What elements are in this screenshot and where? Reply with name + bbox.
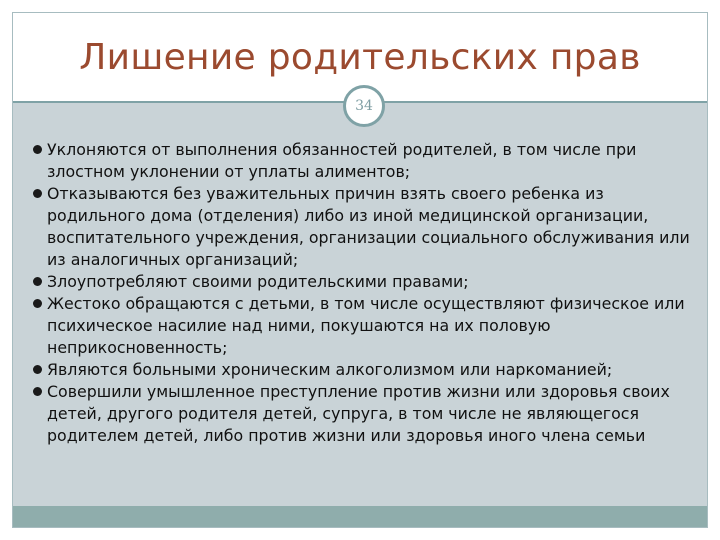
slide-title: Лишение родительских прав: [79, 37, 641, 78]
content-area: [13, 103, 707, 506]
bullet-text: Уклоняются от выполнения обязанностей родителей, в том числе при злостном уклонении от уплаты алиментов;: [47, 140, 637, 181]
bullet-dot-icon: [33, 365, 42, 374]
bullet-text: Жестоко обращаются с детьми, в том числе осуществляют физическое или психическое насилие над ними, покушаются на их половую неприкосновенность;: [47, 294, 685, 357]
bullet-text: Злоупотребляют своими родительскими правами;: [47, 272, 469, 291]
bullet-item: [33, 359, 703, 381]
bullet-item: [33, 139, 703, 183]
bullet-dot-icon: [33, 145, 42, 154]
bullet-item: [33, 381, 703, 447]
slide: [12, 12, 708, 528]
bullet-text: Являются больными хроническим алкоголизмом или наркоманией;: [47, 360, 613, 379]
bullet-dot-icon: [33, 299, 42, 308]
footer-bar: [13, 506, 707, 527]
page-number-badge: 34: [343, 85, 385, 127]
bullet-item: [33, 293, 703, 359]
bullet-dot-icon: [33, 387, 42, 396]
bullet-list: [33, 139, 703, 447]
bullet-text: Совершили умышленное преступление против жизни или здоровья своих детей, другого родителя детей, супруга, в том числе не являющегося родителем детей, либо против жизни или здоровья иного члена семьи: [47, 382, 670, 445]
bullet-text: Отказываются без уважительных причин взять своего ребенка из родильного дома (отделения) либо из иной медицинской организации, воспитательного учреждения, организации социального обслуживания или из аналогичных организаций;: [47, 184, 690, 269]
bullet-item: [33, 183, 703, 271]
bullet-item: [33, 271, 703, 293]
bullet-dot-icon: [33, 277, 42, 286]
bullet-dot-icon: [33, 189, 42, 198]
